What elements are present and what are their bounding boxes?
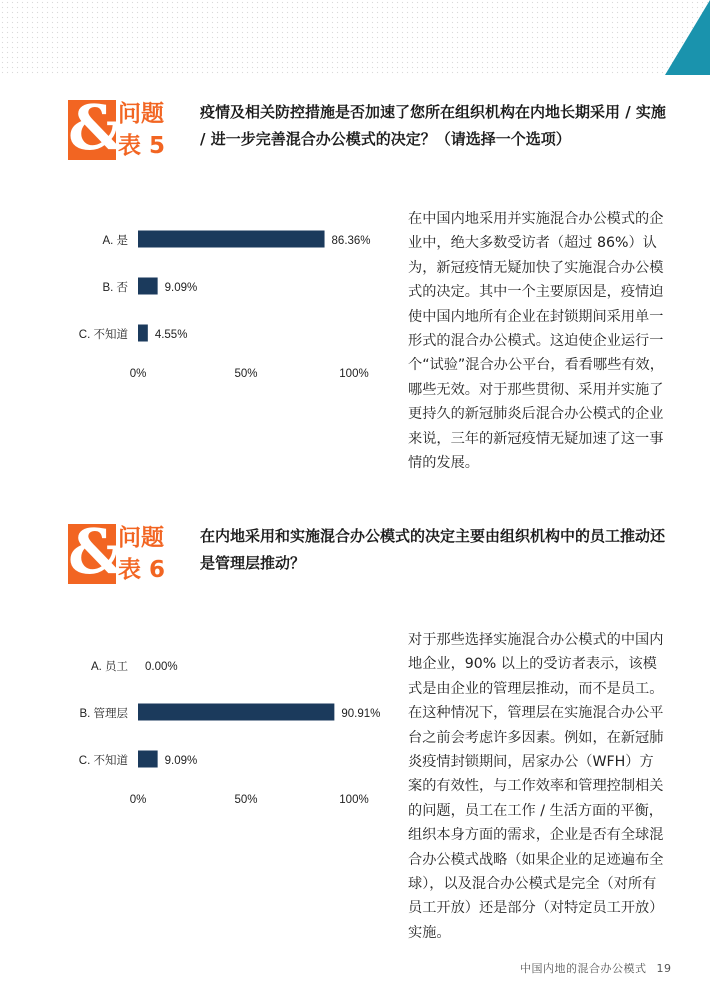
data-bar	[138, 751, 158, 768]
data-bar	[138, 231, 325, 248]
badge-label-table-number: 表 6	[118, 557, 166, 583]
bar-chart-question-5	[60, 222, 390, 382]
data-bar	[138, 278, 158, 295]
value-label: 0.00%	[145, 661, 178, 673]
x-tick-label: 0%	[129, 368, 147, 380]
corner-accent-triangle	[665, 0, 710, 75]
ampersand-logo: &	[68, 515, 124, 588]
page-footer	[520, 960, 672, 976]
x-tick-label: 0%	[129, 794, 147, 806]
page-number: 19	[656, 962, 672, 975]
category-label: C. 不知道	[78, 329, 128, 341]
category-label: A. 员工	[90, 661, 128, 673]
question-5-text: 疫情及相关防控措施是否加速了您所在组织机构在内地长期采用 / 实施 / 进一步完善混合办公模式的决定？（请选择一个选项）	[200, 103, 666, 148]
x-tick-label: 100%	[339, 794, 369, 806]
category-label: A. 是	[102, 235, 128, 247]
bar-chart-question-6	[60, 648, 390, 808]
footer-title: 中国内地的混合办公模式	[520, 962, 647, 975]
data-bar	[138, 704, 334, 721]
badge-label-question: 问题	[118, 101, 164, 127]
category-label: B. 管理层	[79, 708, 128, 720]
dotted-header-pattern	[0, 0, 710, 75]
value-label: 9.09%	[164, 755, 198, 767]
question-badge-5	[68, 91, 170, 164]
value-label: 90.91%	[341, 708, 381, 720]
x-tick-label: 50%	[234, 794, 258, 806]
badge-label-question: 问题	[118, 525, 164, 551]
question-6-text: 在内地采用和实施混合办公模式的决定主要由组织机构中的员工推动还是管理层推动？	[200, 527, 666, 572]
value-label: 9.09%	[164, 282, 198, 294]
category-label: C. 不知道	[78, 755, 128, 767]
question-5-body-text: 在中国内地采用并实施混合办公模式的企业中，绝大多数受访者（超过 86%）认为，新冠疫情无疑加快了实施混合办公模式的决定。其中一个主要原因是，疫情迫使中国内地所有企业在封锁期间采用单一形式的混合办公模式。这迫使企业运行一个“试验”混合办公平台，看看哪些有效，哪些无效。对于那些贯彻、采用并实施了更持久的新冠肺炎后混合办公模式的企业来说，三年的新冠疫情无疑加速了这一事情的发展。	[408, 211, 664, 472]
question-badge-6	[68, 515, 170, 588]
category-label: B. 否	[102, 282, 128, 294]
data-bar	[138, 325, 148, 342]
ampersand-logo: &	[68, 91, 124, 164]
x-tick-label: 50%	[234, 368, 258, 380]
value-label: 86.36%	[331, 235, 371, 247]
badge-label-table-number: 表 5	[118, 133, 166, 159]
value-label: 4.55%	[154, 329, 188, 341]
question-6-body-text: 对于那些选择实施混合办公模式的中国内地企业，90% 以上的受访者表示，该模式是由企业的管理层推动，而不是员工。在这种情况下，管理层在实施混合办公平台之前会考虑许多因素。例如，在新冠肺炎疫情封锁期间，居家办公（WFH）方案的有效性，与工作效率和管理控制相关的问题，员工在工作 / 生活方面的平衡，组织本身方面的需求，企业是否有全球混合办公模式战略（如果企业的足迹遍布全球），以及混合办公模式是完全（对所有员工开放）还是部分（对特定员工开放）实施。	[408, 632, 664, 941]
x-tick-label: 100%	[339, 368, 369, 380]
